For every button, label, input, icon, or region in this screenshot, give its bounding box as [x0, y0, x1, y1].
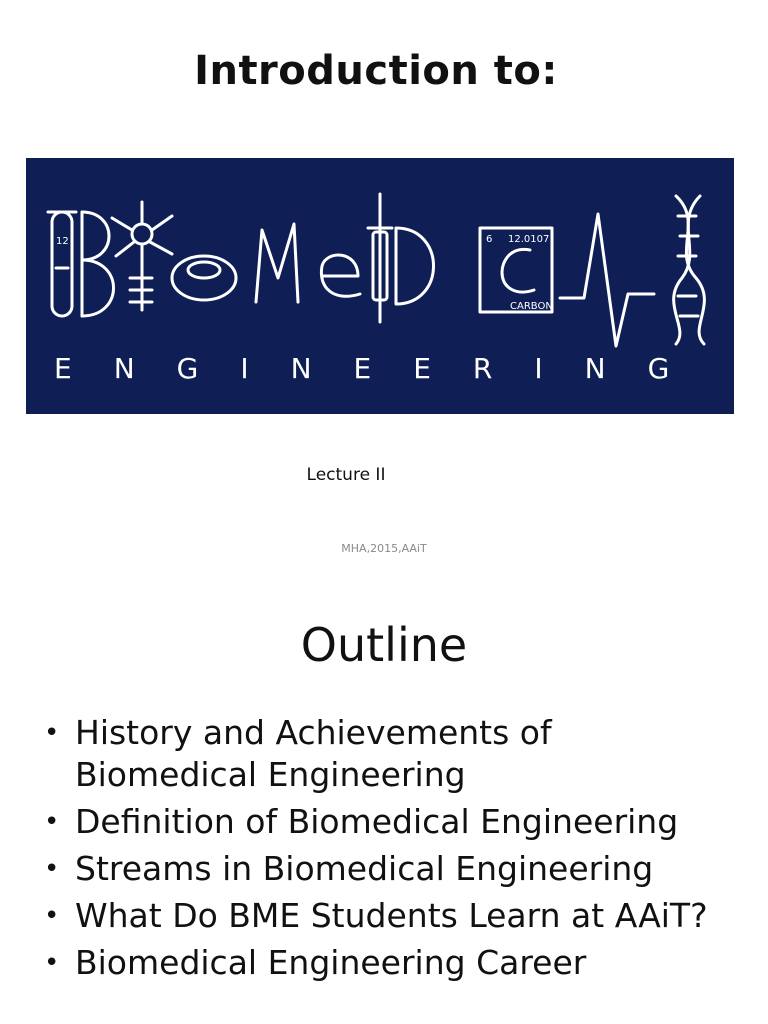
outline-item — [44, 712, 744, 796]
cell-organelle-icon — [172, 256, 236, 300]
letter-b-icon — [82, 212, 114, 316]
slide-title: Introduction to: — [194, 48, 558, 94]
banner-accent-text: 12 — [56, 236, 69, 247]
bullet-icon: • — [44, 854, 60, 884]
letter-d-icon — [396, 228, 434, 304]
outline-item — [44, 895, 744, 937]
slide-footer: MHA,2015,AAiT — [341, 542, 427, 555]
heartbeat-line-icon — [560, 214, 654, 346]
letter-e-icon — [321, 255, 360, 296]
biomedical-engineering-banner — [26, 158, 734, 414]
bullet-icon: • — [44, 901, 60, 931]
neuron-icon — [112, 202, 172, 310]
carbon-mass-text: 12.0107 — [508, 234, 550, 245]
outline-item-text: What Do BME Students Learn at AAiT? — [75, 896, 708, 935]
dna-helix-icon — [674, 196, 705, 344]
biomedical-logo-illustration — [26, 158, 734, 414]
outline-title: Outline — [300, 618, 468, 672]
syringe-icon — [368, 194, 392, 322]
outline-item-text: History and Achievements of Biomedical Engineering — [75, 713, 552, 794]
engineering-wordmark: ENGINEERING — [54, 352, 712, 385]
outline-item-text: Biomedical Engineering Career — [75, 943, 587, 982]
outline-item — [44, 801, 744, 843]
lecture-subtitle: Lecture II — [306, 465, 386, 485]
carbon-number-text: 6 — [486, 234, 493, 245]
bullet-icon: • — [44, 718, 60, 748]
outline-item-text: Definition of Biomedical Engineering — [75, 802, 679, 841]
outline-item-text: Streams in Biomedical Engineering — [75, 849, 654, 888]
outline-item — [44, 848, 744, 890]
bullet-icon: • — [44, 948, 60, 978]
test-tube-icon — [48, 212, 76, 316]
bullet-icon: • — [44, 807, 60, 837]
letter-m-icon — [256, 224, 298, 302]
carbon-name-text: CARBON — [510, 301, 553, 312]
outline-item — [44, 942, 744, 984]
outline-list — [44, 712, 744, 989]
